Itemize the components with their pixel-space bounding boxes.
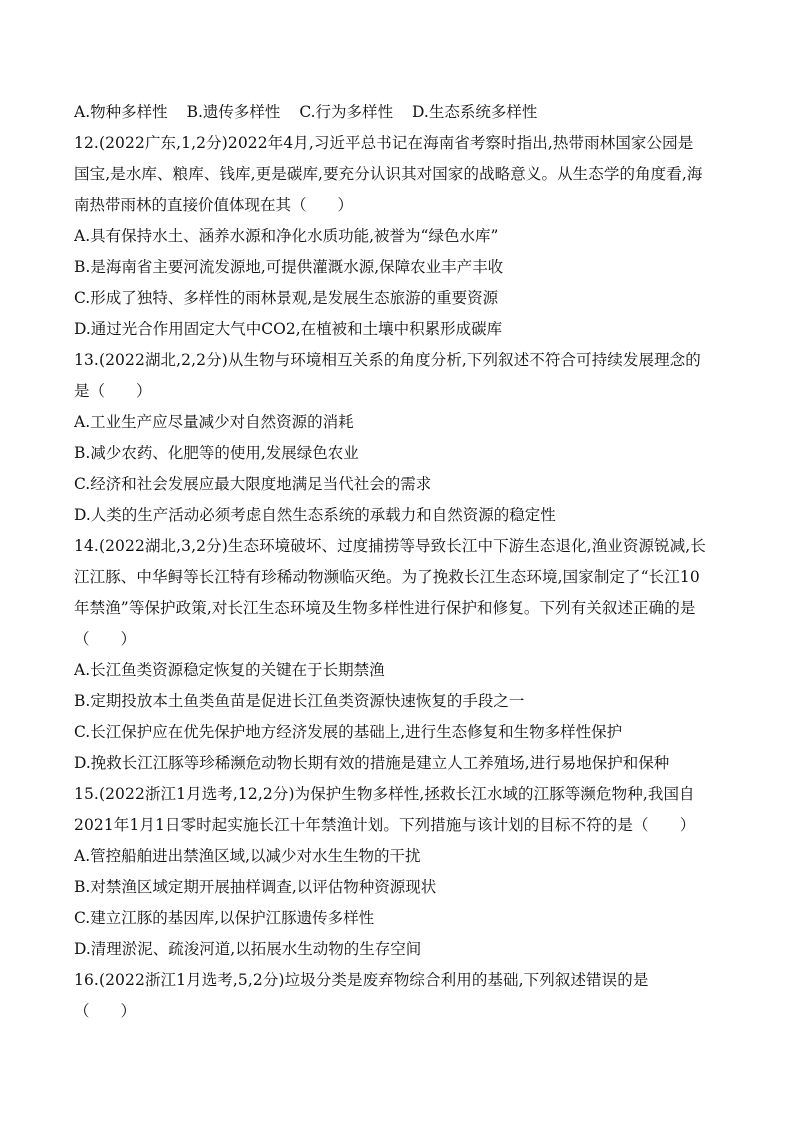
question-16 [74,965,724,1027]
q13-stem-line-1: 13.(2022湖北,2,2分)从生物与环境相互关系的角度分析,下列叙述不符合可持续发展理念的 [74,351,701,369]
q14-option-d: D.挽救长江江豚等珍稀濒危动物长期有效的措施是建立人工养殖场,进行易地保护和保种 [74,754,670,772]
q14-stem-line-1: 14.(2022湖北,3,2分)生态环境破坏、过度捕捞等导致长江中下游生态退化,渔业资源锐减,长 [74,537,706,555]
question-12 [74,128,724,345]
q12-stem-line-2: 国宝,是水库、粮库、钱库,更是碳库,要充分认识其对国家的战略意义。从生态学的角度看,海 [74,165,703,183]
q14-option-b: B.定期投放本土鱼类鱼苗是促进长江鱼类资源快速恢复的手段之一 [74,692,525,710]
q15-option-d: D.清理淤泥、疏浚河道,以拓展水生动物的生存空间 [74,940,422,958]
q12-option-d: D.通过光合作用固定大气中CO2,在植被和土壤中积累形成碳库 [74,320,503,338]
q14-stem-line-2: 江江豚、中华鲟等长江特有珍稀动物濒临灭绝。为了挽救长江生态环境,国家制定了“长江10 [74,568,700,586]
q15-option-c: C.建立江豚的基因库,以保护江豚遗传多样性 [74,909,375,927]
q12-option-a: A.具有保持水土、涵养水源和净化水质功能,被誉为“绿色水库” [74,227,499,245]
q13-option-d: D.人类的生产活动必须考虑自然生态系统的承载力和自然资源的稳定性 [74,506,556,524]
question-list [74,97,724,1027]
q15-stem-line-2: 2021年1月1日零时起实施长江十年禁渔计划。下列措施与该计划的目标不符的是（ ） [74,816,696,834]
q11-options [74,97,724,128]
q13-option-c: C.经济和社会发展应最大限度地满足当代社会的需求 [74,475,432,493]
q11-option-c: C.行为多样性 [299,103,394,121]
q11-option-a: A.物种多样性 [74,103,168,121]
q14-option-c: C.长江保护应在优先保护地方经济发展的基础上,进行生态修复和生物多样性保护 [74,723,623,741]
q12-option-b: B.是海南省主要河流发源地,可提供灌溉水源,保障农业丰产丰收 [74,258,504,276]
q12-option-c: C.形成了独特、多样性的雨林景观,是发展生态旅游的重要资源 [74,289,499,307]
question-15 [74,779,724,965]
q15-stem-line-1: 15.(2022浙江1月选考,12,2分)为保护生物多样性,拯救长江水域的江豚等濒危物种,我国自 [74,785,695,803]
q13-option-b: B.减少农药、化肥等的使用,发展绿色农业 [74,444,359,462]
q14-option-a: A.长江鱼类资源稳定恢复的关键在于长期禁渔 [74,661,385,679]
q13-stem-line-2: 是（ ） [74,382,152,400]
question-13 [74,345,724,531]
q16-stem-line-1: 16.(2022浙江1月选考,5,2分)垃圾分类是废弃物综合利用的基础,下列叙述错误的是 [74,971,649,989]
q14-stem-line-4: （ ） [74,630,137,648]
q14-stem-line-3: 年禁渔”等保护政策,对长江生态环境及生物多样性进行保护和修复。下列有关叙述正确的是 [74,599,696,617]
q15-option-a: A.管控船舶进出禁渔区域,以减少对水生生物的干扰 [74,847,421,865]
q16-stem-line-2: （ ） [74,1002,137,1020]
q12-stem-line-1: 12.(2022广东,1,2分)2022年4月,习近平总书记在海南省考察时指出,热带雨林国家公园是 [74,134,694,152]
q11-option-b: B.遗传多样性 [186,103,281,121]
q12-stem-line-3: 南热带雨林的直接价值体现在其（ ） [74,196,354,214]
q15-option-b: B.对禁渔区域定期开展抽样调查,以评估物种资源现状 [74,878,437,896]
q13-option-a: A.工业生产应尽量减少对自然资源的消耗 [74,413,354,431]
question-14 [74,531,724,779]
q11-option-d: D.生态系统多样性 [412,103,538,121]
